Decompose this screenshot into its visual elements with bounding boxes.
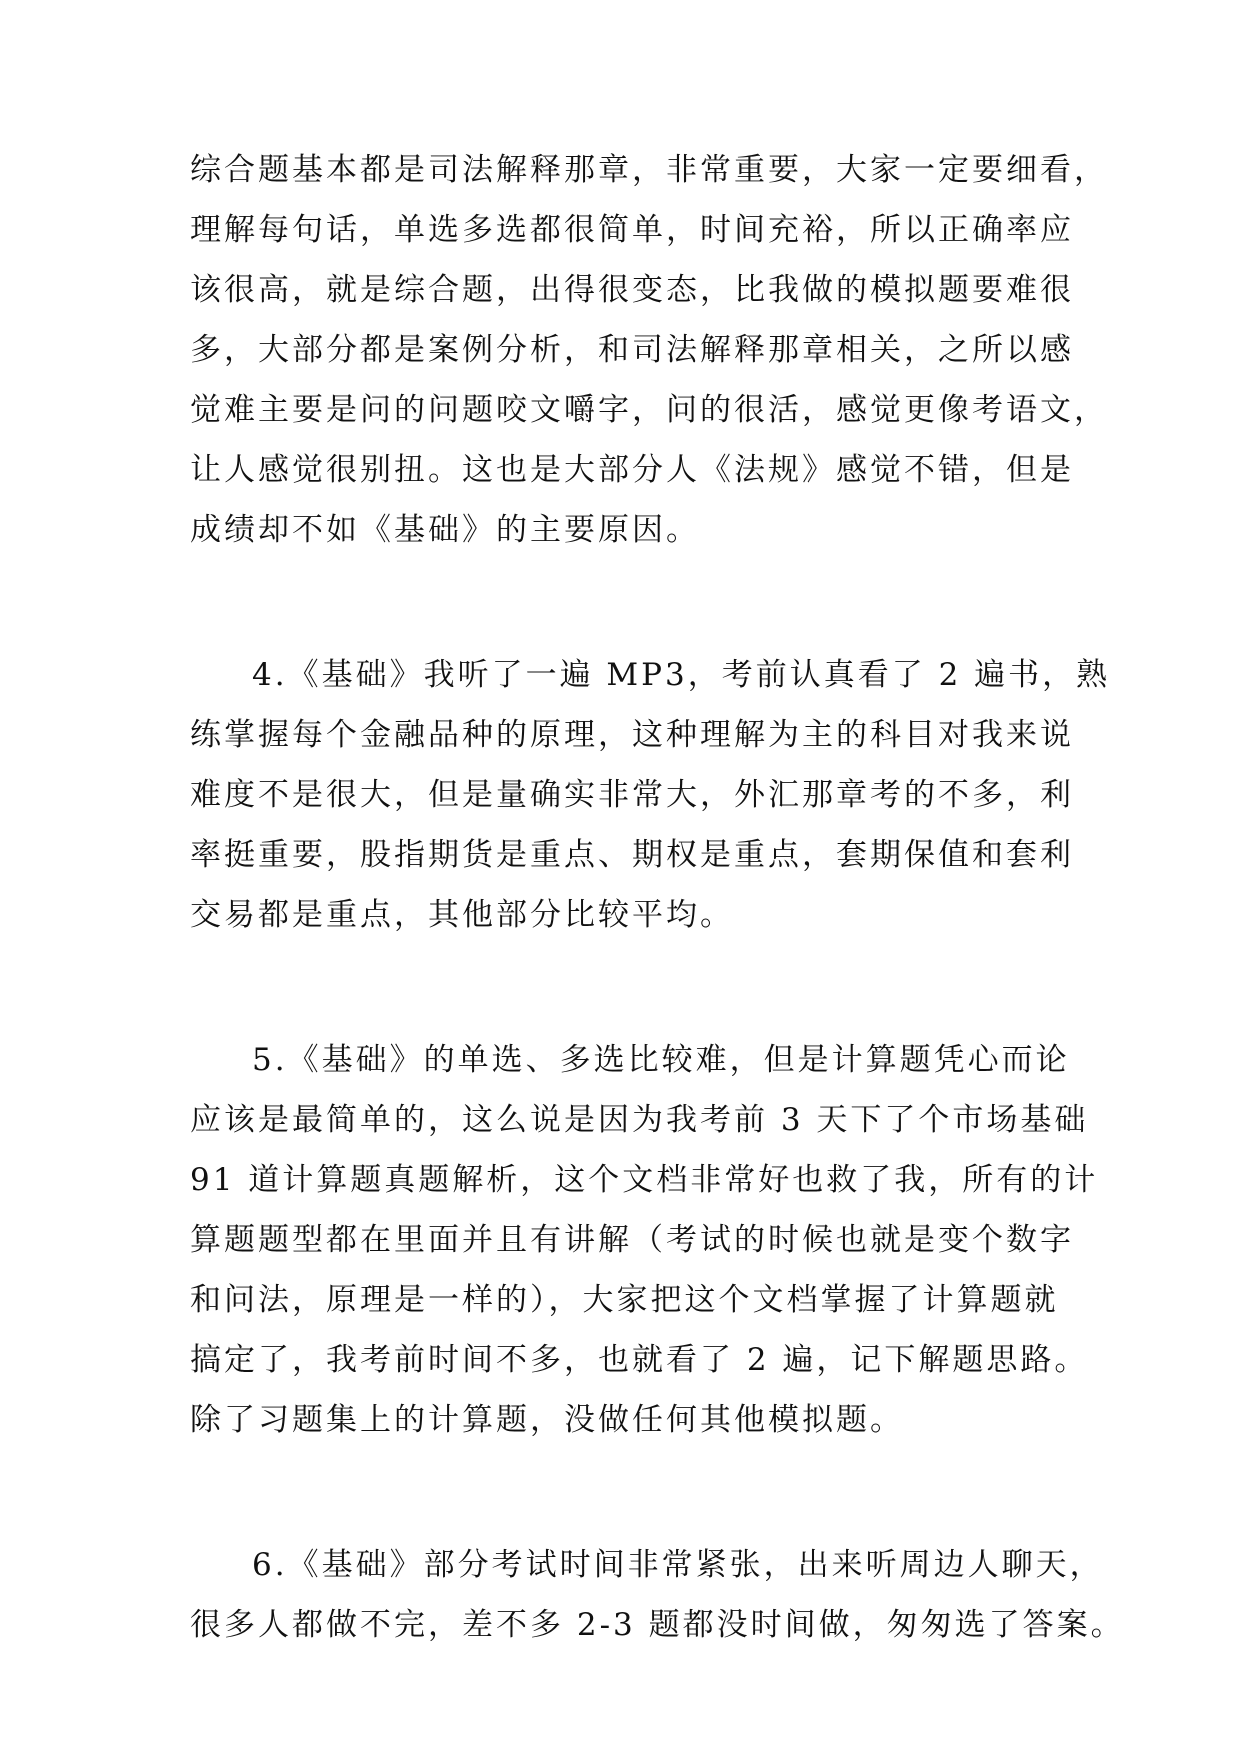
text-line: 多，大部分都是案例分析，和司法解释那章相关，之所以感 <box>190 332 1074 368</box>
document-body <box>190 140 1125 1655</box>
text-line: 成绩却不如《基础》的主要原因。 <box>190 512 700 548</box>
text-line: 应该是最简单的，这么说是因为我考前 3 天下了个市场基础 <box>190 1102 1089 1138</box>
text-line: 4.《基础》我听了一遍 MP3，考前认真看了 2 遍书，熟 <box>252 657 1111 693</box>
text-line: 率挺重要，股指期货是重点、期权是重点，套期保值和套利 <box>190 837 1074 873</box>
text-line: 6.《基础》部分考试时间非常紧张，出来听周边人聊天， <box>252 1547 1104 1583</box>
text-line: 练掌握每个金融品种的原理，这种理解为主的科目对我来说 <box>190 717 1074 753</box>
text-line: 理解每句话，单选多选都很简单，时间充裕，所以正确率应 <box>190 212 1074 248</box>
text-line: 5.《基础》的单选、多选比较难，但是计算题凭心而论 <box>252 1042 1070 1078</box>
paragraph-2 <box>190 645 1110 945</box>
text-line: 算题题型都在里面并且有讲解（考试的时候也就是变个数字 <box>190 1222 1074 1258</box>
text-line: 很多人都做不完，差不多 2-3 题都没时间做，匆匆选了答案。 <box>190 1607 1125 1643</box>
text-line: 觉难主要是问的问题咬文嚼字，问的很活，感觉更像考语文， <box>190 392 1108 428</box>
text-line: 让人感觉很别扭。这也是大部分人《法规》感觉不错，但是 <box>190 452 1074 488</box>
text-line: 交易都是重点，其他部分比较平均。 <box>190 897 734 933</box>
paragraph-3 <box>190 1030 1110 1450</box>
paragraph-spacer <box>190 560 1110 645</box>
text-line: 除了习题集上的计算题，没做任何其他模拟题。 <box>190 1402 904 1438</box>
paragraph-4 <box>190 1535 1125 1655</box>
text-line: 难度不是很大，但是量确实非常大，外汇那章考的不多，利 <box>190 777 1074 813</box>
text-line: 该很高，就是综合题，出得很变态，比我做的模拟题要难很 <box>190 272 1074 308</box>
paragraph-spacer <box>190 945 1110 1030</box>
text-line: 和问法，原理是一样的），大家把这个文档掌握了计算题就 <box>190 1282 1059 1318</box>
text-line: 搞定了，我考前时间不多，也就看了 2 遍，记下解题思路。 <box>190 1342 1089 1378</box>
text-line: 91 道计算题真题解析，这个文档非常好也救了我，所有的计 <box>190 1162 1099 1198</box>
paragraph-1 <box>190 140 1110 560</box>
paragraph-spacer <box>190 1450 1110 1535</box>
text-line: 综合题基本都是司法解释那章，非常重要，大家一定要细看， <box>190 152 1108 188</box>
